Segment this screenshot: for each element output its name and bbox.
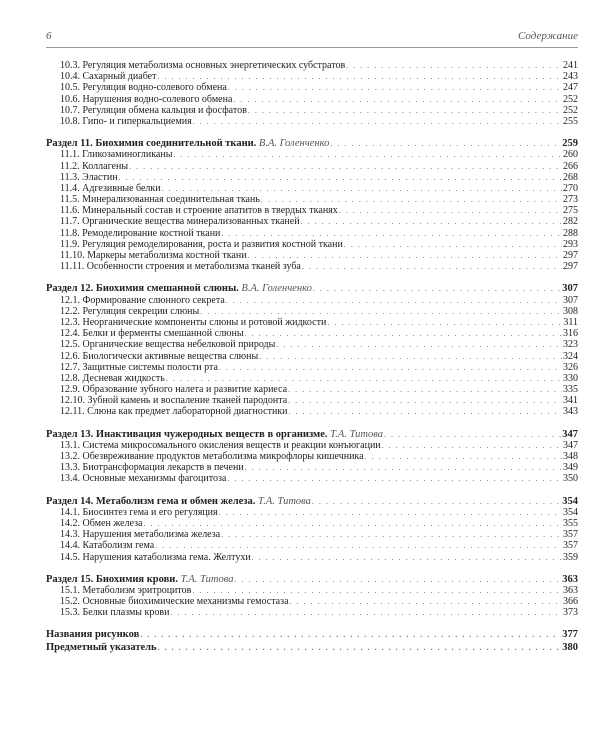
entry-page: 350 xyxy=(563,473,578,485)
toc-entry xyxy=(46,529,578,540)
dot-leader xyxy=(259,351,562,362)
section-heading xyxy=(46,138,578,149)
dot-leader xyxy=(234,574,561,585)
section-label: Раздел 11. Биохимия соединительной ткани. xyxy=(46,138,257,150)
toc-entry xyxy=(46,239,578,250)
final-title: Названия рисунков xyxy=(46,629,140,641)
entry-page: 311 xyxy=(563,316,578,328)
toc-entry xyxy=(46,540,578,551)
dot-leader xyxy=(330,138,561,149)
dot-leader xyxy=(173,149,562,160)
toc-entry xyxy=(46,518,578,529)
entry-title: 15.3. Белки плазмы крови xyxy=(60,607,170,619)
entry-title: 11.6. Минеральный состав и строение апатитов в твердых тканях xyxy=(60,205,338,217)
section-title xyxy=(46,496,311,507)
section-page: 363 xyxy=(562,573,578,585)
entry-title: 12.2. Регуляция секреции слюны xyxy=(60,305,200,317)
toc-entry xyxy=(46,94,578,105)
entry-page: 243 xyxy=(563,71,578,83)
entry-page: 324 xyxy=(563,350,578,362)
section-heading xyxy=(46,574,578,585)
entry-title: 11.2. Коллагены xyxy=(60,160,129,172)
dot-leader xyxy=(301,216,562,227)
dot-leader xyxy=(384,429,561,440)
entry-title: 10.3. Регуляция метаболизма основных энергетических субстратов xyxy=(60,60,346,71)
dot-leader xyxy=(193,116,562,127)
dot-leader xyxy=(129,161,562,172)
dot-leader xyxy=(248,250,562,261)
entry-title: 15.2. Основные биохимические механизмы гемостаза xyxy=(60,596,289,608)
section-label: Раздел 12. Биохимия смешанной слюны. xyxy=(46,283,239,295)
entry-page: 252 xyxy=(563,104,578,116)
toc-entry xyxy=(46,228,578,239)
toc-entry xyxy=(46,406,578,417)
section-page: 259 xyxy=(562,138,578,150)
entry-page: 247 xyxy=(563,82,578,94)
toc-group xyxy=(46,574,578,619)
dot-leader xyxy=(313,283,561,294)
toc-entry xyxy=(46,395,578,406)
entry-page: 354 xyxy=(563,506,578,518)
dot-leader xyxy=(233,94,562,105)
entry-page: 355 xyxy=(563,517,578,529)
entry-page: 307 xyxy=(563,294,578,306)
entry-page: 335 xyxy=(563,384,578,396)
entry-title: 10.5. Регуляция водно-солевого обмена xyxy=(60,82,227,94)
entry-title: 11.9. Регуляция ремоделирования, роста и развития костной ткани xyxy=(60,238,343,250)
entry-page: 252 xyxy=(563,93,578,105)
entry-title: 14.3. Нарушения метаболизма железа xyxy=(60,529,221,541)
toc-entry xyxy=(46,295,578,306)
entry-title: 11.5. Минерализованная соединительная ткань xyxy=(60,194,260,206)
section-title xyxy=(46,283,312,294)
final-page: 377 xyxy=(562,629,578,641)
entry-title: 13.1. Система микросомального окисления веществ и реакции конъюгации xyxy=(60,439,381,451)
entry-title: 11.11. Особенности строения и метаболизма тканей зуба xyxy=(60,261,301,273)
toc-entry xyxy=(46,116,578,127)
final-page: 380 xyxy=(562,641,578,653)
entry-page: 297 xyxy=(563,250,578,261)
section-author: Т.А. Титова xyxy=(258,495,311,507)
dot-leader xyxy=(227,473,562,484)
entry-page: 330 xyxy=(563,372,578,384)
toc-entry xyxy=(46,216,578,227)
entry-page: 326 xyxy=(563,361,578,373)
entry-title: 14.2. Обмен железа xyxy=(60,517,143,529)
dot-leader xyxy=(219,507,562,518)
dot-leader xyxy=(248,105,562,116)
section-label: Раздел 14. Метаболизм гема и обмен железа. xyxy=(46,495,256,507)
section-label: Раздел 15. Биохимия крови. xyxy=(46,573,178,585)
dot-leader xyxy=(162,183,562,194)
entry-title: 14.4. Катаболизм гема xyxy=(60,540,155,552)
section-title xyxy=(46,574,233,585)
dot-leader xyxy=(302,261,562,272)
dot-leader xyxy=(289,406,562,417)
toc-entry xyxy=(46,440,578,451)
entry-title: 11.8. Ремоделирование костной ткани xyxy=(60,227,221,239)
entry-title: 12.6. Биологически активные вещества слюны xyxy=(60,350,259,362)
entry-page: 288 xyxy=(563,227,578,239)
entry-title: 13.2. Обезвреживание продуктов метаболизма микрофлоры кишечника xyxy=(60,451,364,462)
header-title: Содержание xyxy=(517,30,578,42)
dot-leader xyxy=(288,384,562,395)
entry-page: 241 xyxy=(563,60,578,71)
entry-title: 13.4. Основные механизмы фагоцитоза xyxy=(60,473,227,485)
toc-entry xyxy=(46,552,578,563)
toc-entry xyxy=(46,194,578,205)
entry-title: 11.10. Маркеры метаболизма костной ткани xyxy=(60,250,247,261)
section-heading xyxy=(46,496,578,507)
dot-leader xyxy=(221,228,562,239)
dot-leader xyxy=(382,440,562,451)
toc-entry xyxy=(46,60,578,71)
entry-page: 297 xyxy=(563,261,578,273)
toc-group xyxy=(46,60,578,127)
dot-leader xyxy=(192,585,562,596)
dot-leader xyxy=(261,194,562,205)
dot-leader xyxy=(158,642,562,653)
final-entry xyxy=(46,629,578,640)
entry-title: 11.7. Органические вещества минерализованных тканей xyxy=(60,216,300,228)
entry-title: 13.3. Биотрансформация лекарств в печени xyxy=(60,462,244,474)
dot-leader xyxy=(144,518,563,529)
toc-entry xyxy=(46,261,578,272)
final-entry xyxy=(46,642,578,653)
toc-entry xyxy=(46,462,578,473)
toc-entry xyxy=(46,82,578,93)
section-heading xyxy=(46,429,578,440)
dot-leader xyxy=(228,82,562,93)
dot-leader xyxy=(221,529,562,540)
dot-leader xyxy=(288,395,562,406)
toc-entry xyxy=(46,250,578,261)
entry-title: 10.8. Гипо- и гиперкальциемия xyxy=(60,115,192,127)
entry-page: 343 xyxy=(563,406,578,418)
section-author: Т.А. Титова xyxy=(330,428,383,440)
dot-leader xyxy=(252,552,562,563)
entry-title: 10.4. Сахарный диабет xyxy=(60,71,157,83)
toc-entry xyxy=(46,306,578,317)
toc-entry xyxy=(46,451,578,462)
final-title: Предметный указатель xyxy=(46,641,157,653)
entry-page: 275 xyxy=(563,205,578,217)
toc-entry xyxy=(46,205,578,216)
toc-entry xyxy=(46,596,578,607)
entry-page: 357 xyxy=(563,540,578,552)
dot-leader xyxy=(200,306,562,317)
entry-title: 12.8. Десневая жидкость xyxy=(60,372,165,384)
toc-entry xyxy=(46,384,578,395)
toc-entry xyxy=(46,328,578,339)
toc-entry xyxy=(46,71,578,82)
toc-entry xyxy=(46,105,578,116)
toc-entry xyxy=(46,585,578,596)
entry-page: 357 xyxy=(563,529,578,541)
toc-entry xyxy=(46,317,578,328)
toc-entry xyxy=(46,362,578,373)
entry-page: 359 xyxy=(563,551,578,563)
toc-entry xyxy=(46,149,578,160)
toc-entry xyxy=(46,183,578,194)
section-author: Т.А. Титова xyxy=(180,573,234,585)
entry-title: 12.4. Белки и ферменты смешанной слюны xyxy=(60,328,244,340)
toc-entry xyxy=(46,161,578,172)
entry-page: 282 xyxy=(563,216,578,228)
entry-title: 14.5. Нарушения катаболизма гема. Желтухи xyxy=(60,551,251,563)
toc-entry xyxy=(46,607,578,618)
entry-page: 266 xyxy=(563,160,578,172)
dot-leader xyxy=(346,60,562,71)
dot-leader xyxy=(327,317,562,328)
dot-leader xyxy=(339,205,562,216)
dot-leader xyxy=(119,172,562,183)
entry-page: 366 xyxy=(563,596,578,608)
entry-page: 270 xyxy=(563,182,578,194)
dot-leader xyxy=(166,373,562,384)
entry-title: 12.3. Неорганические компоненты слюны и ротовой жидкости xyxy=(60,316,327,328)
toc-entry xyxy=(46,172,578,183)
entry-page: 347 xyxy=(563,439,578,451)
dot-leader xyxy=(219,362,562,373)
toc-group xyxy=(46,496,578,563)
entry-page: 373 xyxy=(563,607,578,619)
toc-entry xyxy=(46,351,578,362)
section-author: В.А. Голенченко xyxy=(258,138,330,150)
dot-leader xyxy=(290,596,562,607)
entry-page: 293 xyxy=(563,238,578,250)
entry-title: 11.1. Гликозаминогликаны xyxy=(60,149,173,161)
entry-page: 363 xyxy=(563,584,578,596)
running-header xyxy=(46,27,578,48)
section-page: 307 xyxy=(562,283,578,295)
entry-title: 12.9. Образование зубного налета и развитие кариеса xyxy=(60,384,288,396)
dot-leader xyxy=(312,496,561,507)
entry-title: 14.1. Биосинтез гема и его регуляция xyxy=(60,506,218,518)
toc-entry xyxy=(46,507,578,518)
section-heading xyxy=(46,283,578,294)
entry-title: 12.11. Слюна как предмет лабораторной диагностики xyxy=(60,406,288,418)
entry-title: 12.1. Формирование слюнного секрета xyxy=(60,294,225,306)
entry-title: 10.6. Нарушения водно-солевого обмена xyxy=(60,93,233,105)
dot-leader xyxy=(344,239,562,250)
toc-entry xyxy=(46,373,578,384)
toc-entry xyxy=(46,339,578,350)
toc-entry xyxy=(46,473,578,484)
table-of-contents xyxy=(46,60,578,654)
entry-title: 15.1. Метаболизм эритроцитов xyxy=(60,584,192,596)
entry-page: 341 xyxy=(563,395,578,407)
section-page: 347 xyxy=(562,428,578,440)
entry-page: 308 xyxy=(563,305,578,317)
entry-page: 255 xyxy=(563,115,578,127)
toc-group xyxy=(46,283,578,417)
toc-group xyxy=(46,138,578,272)
entry-title: 10.7. Регуляция обмена кальция и фосфатов xyxy=(60,104,247,116)
dot-leader xyxy=(365,451,562,462)
entry-title: 12.10. Зубной камень и воспаление тканей пародонта xyxy=(60,395,288,407)
section-title xyxy=(46,429,383,440)
dot-leader xyxy=(170,607,562,618)
entry-page: 348 xyxy=(563,451,578,462)
page-number: 6 xyxy=(46,30,52,42)
dot-leader xyxy=(245,328,562,339)
section-title xyxy=(46,138,329,149)
entry-page: 349 xyxy=(563,462,578,474)
entry-page: 323 xyxy=(563,339,578,351)
entry-title: 12.7. Защитные системы полости рта xyxy=(60,361,218,373)
dot-leader xyxy=(276,339,562,350)
entry-page: 316 xyxy=(563,328,578,340)
dot-leader xyxy=(226,295,562,306)
section-author: В.А. Голенченко xyxy=(241,283,312,295)
dot-leader xyxy=(155,540,562,551)
entry-title: 11.3. Эластин xyxy=(60,171,118,183)
dot-leader xyxy=(245,462,562,473)
entry-title: 12.5. Органические вещества небелковой природы xyxy=(60,339,276,351)
entry-page: 268 xyxy=(563,171,578,183)
dot-leader xyxy=(157,71,562,82)
section-page: 354 xyxy=(562,495,578,507)
entry-page: 273 xyxy=(563,194,578,206)
entry-page: 260 xyxy=(563,149,578,161)
entry-title: 11.4. Адгезивные белки xyxy=(60,182,161,194)
section-label: Раздел 13. Инактивация чужеродных веществ в организме. xyxy=(46,428,328,440)
dot-leader xyxy=(140,629,561,640)
toc-group xyxy=(46,429,578,485)
